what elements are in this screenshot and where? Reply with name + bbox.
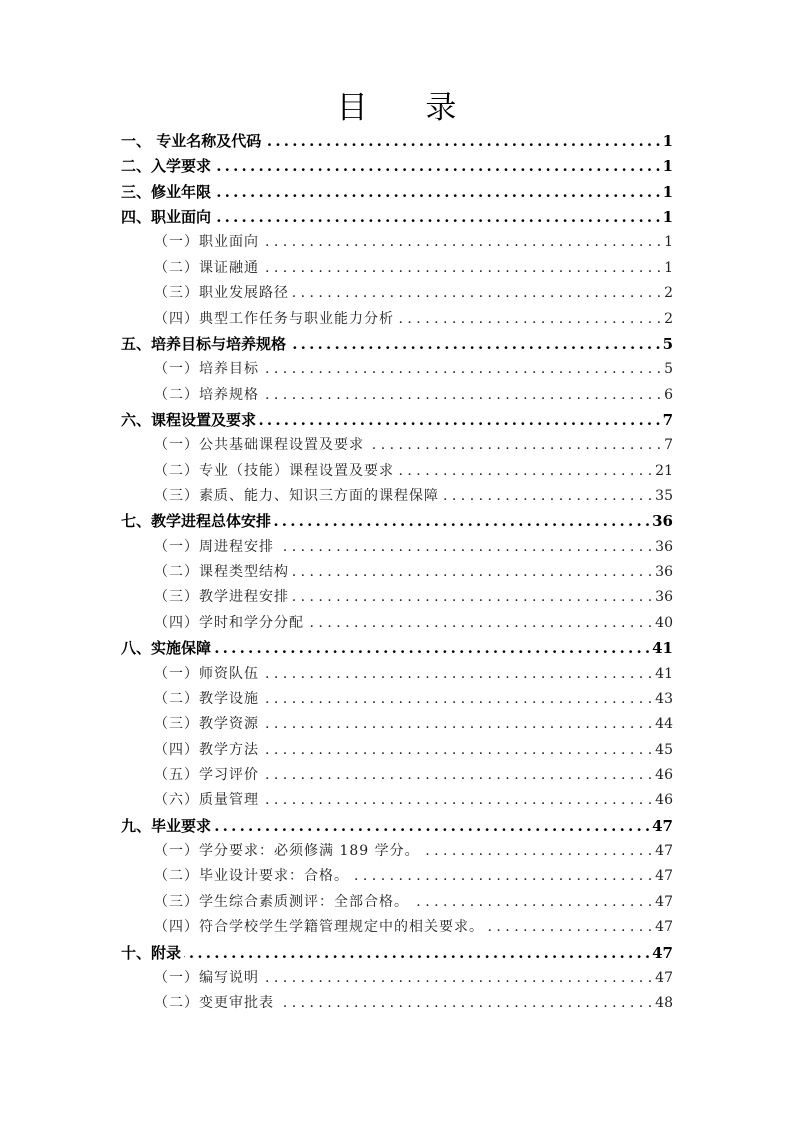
toc-chapter-entry[interactable] bbox=[121, 154, 673, 179]
toc-page-number: 36 bbox=[655, 589, 673, 606]
toc-page-number: 36 bbox=[655, 564, 673, 581]
toc-entry-label: （三）职业发展路径 bbox=[154, 285, 289, 302]
toc-entry-label: （二）课程类型结构 bbox=[154, 564, 289, 581]
dot-leader bbox=[289, 332, 660, 357]
toc-page-number: 2 bbox=[664, 310, 673, 327]
toc-entry-label: 五、培养目标与培养规格 bbox=[121, 334, 287, 353]
toc-chapter-entry[interactable] bbox=[121, 636, 673, 661]
toc-page-number: 47 bbox=[655, 969, 673, 986]
toc-section-entry[interactable] bbox=[121, 535, 673, 560]
toc-page-number: 41 bbox=[652, 639, 673, 658]
toc-entry-label: （一）职业面向 bbox=[154, 234, 259, 251]
toc-page-number: 43 bbox=[655, 690, 673, 707]
toc-entry-label: （一）师资队伍 bbox=[154, 665, 259, 682]
dot-leader bbox=[214, 154, 660, 179]
dot-leader bbox=[307, 611, 652, 636]
toc-section-entry[interactable] bbox=[121, 991, 673, 1016]
toc-entry-label: （三）素质、能力、知识三方面的课程保障 bbox=[154, 488, 439, 505]
toc-section-entry[interactable] bbox=[121, 281, 673, 306]
toc-chapter-entry[interactable] bbox=[121, 129, 673, 154]
dot-leader bbox=[412, 890, 652, 915]
toc-page-number: 7 bbox=[662, 410, 673, 429]
toc-page-number: 21 bbox=[655, 462, 673, 479]
dot-leader bbox=[262, 966, 652, 991]
toc-section-entry[interactable] bbox=[121, 788, 673, 813]
dot-leader bbox=[277, 991, 652, 1016]
toc-page-number: 46 bbox=[655, 766, 673, 783]
toc-entry-label: （三）教学资源 bbox=[154, 716, 259, 733]
toc-page-number: 44 bbox=[655, 716, 673, 733]
toc-chapter-entry[interactable] bbox=[121, 180, 673, 205]
dot-leader bbox=[423, 839, 653, 864]
toc-entry-label: （五）学习评价 bbox=[154, 766, 259, 783]
toc-entry-label: （二）课证融通 bbox=[154, 259, 259, 276]
dot-leader bbox=[262, 788, 652, 813]
toc-page-number: 45 bbox=[655, 741, 673, 758]
toc-page-number: 1 bbox=[662, 132, 673, 150]
toc-entry-label: （二）变更审批表 bbox=[154, 995, 274, 1012]
toc-page-number: 1 bbox=[662, 208, 673, 227]
toc-page-number: 46 bbox=[655, 792, 673, 809]
dot-leader bbox=[352, 864, 652, 889]
toc-page-number: 47 bbox=[655, 868, 673, 885]
toc-entry-label: （六）质量管理 bbox=[154, 792, 259, 809]
dot-leader bbox=[184, 941, 649, 966]
toc-section-entry[interactable] bbox=[121, 357, 673, 382]
toc-page-number: 36 bbox=[655, 538, 673, 555]
toc-page-number: 41 bbox=[655, 665, 673, 682]
toc-page-number: 47 bbox=[655, 919, 673, 936]
toc-section-entry[interactable] bbox=[121, 611, 673, 636]
toc-entry-label: 八、实施保障 bbox=[121, 639, 212, 658]
toc-page-number: 47 bbox=[655, 893, 673, 910]
dot-leader bbox=[292, 281, 661, 306]
toc-page-number: 5 bbox=[664, 361, 673, 378]
dot-leader bbox=[214, 814, 649, 839]
toc-section-entry[interactable] bbox=[121, 890, 673, 915]
toc-section-entry[interactable] bbox=[121, 256, 673, 281]
dot-leader bbox=[262, 662, 652, 687]
toc-chapter-entry[interactable] bbox=[121, 509, 673, 534]
toc-section-entry[interactable] bbox=[121, 230, 673, 255]
toc-page-number: 1 bbox=[662, 182, 673, 201]
toc-entry-label: （一）编写说明 bbox=[154, 969, 259, 986]
toc-entry-label: （四）学时和学分分配 bbox=[154, 614, 304, 631]
toc-entry-label: （二）毕业设计要求：合格。 bbox=[154, 868, 349, 885]
toc-section-entry[interactable] bbox=[121, 383, 673, 408]
toc-section-entry[interactable] bbox=[121, 662, 673, 687]
dot-leader bbox=[397, 307, 661, 332]
dot-leader bbox=[487, 915, 652, 940]
dot-leader bbox=[442, 484, 652, 509]
toc-entry-label: （一）周进程安排 bbox=[154, 538, 274, 555]
toc-page-number: 47 bbox=[652, 816, 673, 835]
toc-page-number: 5 bbox=[662, 334, 673, 353]
dot-leader bbox=[292, 560, 652, 585]
toc-section-entry[interactable] bbox=[121, 307, 673, 332]
dot-leader bbox=[262, 230, 661, 255]
dot-leader bbox=[397, 459, 652, 484]
toc-section-entry[interactable] bbox=[121, 763, 673, 788]
toc-section-entry[interactable] bbox=[121, 484, 673, 509]
toc-entry-label: 三、修业年限 bbox=[121, 182, 212, 201]
toc-entry-label: （一）学分要求：必须修满 189 学分。 bbox=[154, 843, 420, 860]
toc-entry-label: （四）符合学校学生学籍管理规定中的相关要求。 bbox=[154, 919, 484, 936]
toc-page-number: 1 bbox=[664, 234, 673, 251]
dot-leader bbox=[214, 205, 660, 230]
dot-leader bbox=[259, 408, 660, 433]
toc-entry-label: （二）专业（技能）课程设置及要求 bbox=[154, 462, 394, 479]
toc-section-entry[interactable] bbox=[121, 712, 673, 737]
toc-section-entry[interactable] bbox=[121, 687, 673, 712]
toc-chapter-entry[interactable] bbox=[121, 205, 673, 230]
dot-leader bbox=[277, 535, 652, 560]
toc-entry-label: 九、毕业要求 bbox=[121, 816, 212, 835]
dot-leader bbox=[264, 129, 659, 154]
toc-entry-label: 四、职业面向 bbox=[121, 208, 212, 227]
toc-section-entry[interactable] bbox=[121, 915, 673, 940]
toc-section-entry[interactable] bbox=[121, 864, 673, 889]
toc-entry-label: （二）培养规格 bbox=[154, 386, 259, 403]
toc-section-entry[interactable] bbox=[121, 585, 673, 610]
toc-entry-label: 七、教学进程总体安排 bbox=[121, 512, 272, 531]
table-of-contents bbox=[121, 129, 673, 1017]
dot-leader bbox=[262, 256, 661, 281]
toc-entry-label: （一）培养目标 bbox=[154, 361, 259, 378]
toc-page-number: 48 bbox=[655, 995, 673, 1012]
dot-leader bbox=[262, 712, 652, 737]
toc-entry-label: 二、入学要求 bbox=[121, 157, 212, 176]
dot-leader bbox=[214, 180, 660, 205]
dot-leader bbox=[262, 357, 661, 382]
dot-leader bbox=[292, 585, 652, 610]
toc-page-number: 35 bbox=[655, 488, 673, 505]
toc-section-entry[interactable] bbox=[121, 966, 673, 991]
toc-page-number: 6 bbox=[664, 386, 673, 403]
toc-page-number: 1 bbox=[662, 157, 673, 176]
toc-chapter-entry[interactable] bbox=[121, 408, 673, 433]
toc-entry-label: （二）教学设施 bbox=[154, 690, 259, 707]
dot-leader bbox=[274, 509, 649, 534]
toc-chapter-entry[interactable] bbox=[121, 332, 673, 357]
toc-entry-label: （四）典型工作任务与职业能力分析 bbox=[154, 310, 394, 327]
toc-entry-label: （三）学生综合素质测评：全部合格。 bbox=[154, 893, 409, 910]
toc-entry-label: （三）教学进程安排 bbox=[154, 589, 289, 606]
toc-section-entry[interactable] bbox=[121, 560, 673, 585]
toc-page-number: 7 bbox=[664, 437, 673, 454]
toc-page-number: 36 bbox=[652, 512, 673, 531]
dot-leader bbox=[214, 636, 649, 661]
toc-page-number: 40 bbox=[655, 614, 673, 631]
toc-page-number: 1 bbox=[664, 259, 673, 276]
toc-section-entry[interactable] bbox=[121, 459, 673, 484]
dot-leader bbox=[262, 383, 661, 408]
toc-section-entry[interactable] bbox=[121, 738, 673, 763]
toc-chapter-entry[interactable] bbox=[121, 941, 673, 966]
toc-entry-label: 一、 专业名称及代码 bbox=[121, 132, 262, 150]
toc-entry-label: （一）公共基础课程设置及要求 bbox=[154, 437, 364, 454]
page-title: 目 录 bbox=[336, 90, 481, 126]
toc-section-entry[interactable] bbox=[121, 839, 673, 864]
toc-entry-label: （四）教学方法 bbox=[154, 741, 259, 758]
toc-section-entry[interactable] bbox=[121, 433, 673, 458]
toc-chapter-entry[interactable] bbox=[121, 814, 673, 839]
toc-page-number: 2 bbox=[664, 285, 673, 302]
dot-leader bbox=[367, 433, 661, 458]
toc-page-number: 47 bbox=[655, 843, 673, 860]
dot-leader bbox=[262, 687, 652, 712]
dot-leader bbox=[262, 763, 652, 788]
toc-entry-label: 十、附录 bbox=[121, 943, 182, 962]
toc-page-number: 47 bbox=[652, 943, 673, 962]
toc-entry-label: 六、课程设置及要求 bbox=[121, 410, 257, 429]
dot-leader bbox=[262, 738, 652, 763]
